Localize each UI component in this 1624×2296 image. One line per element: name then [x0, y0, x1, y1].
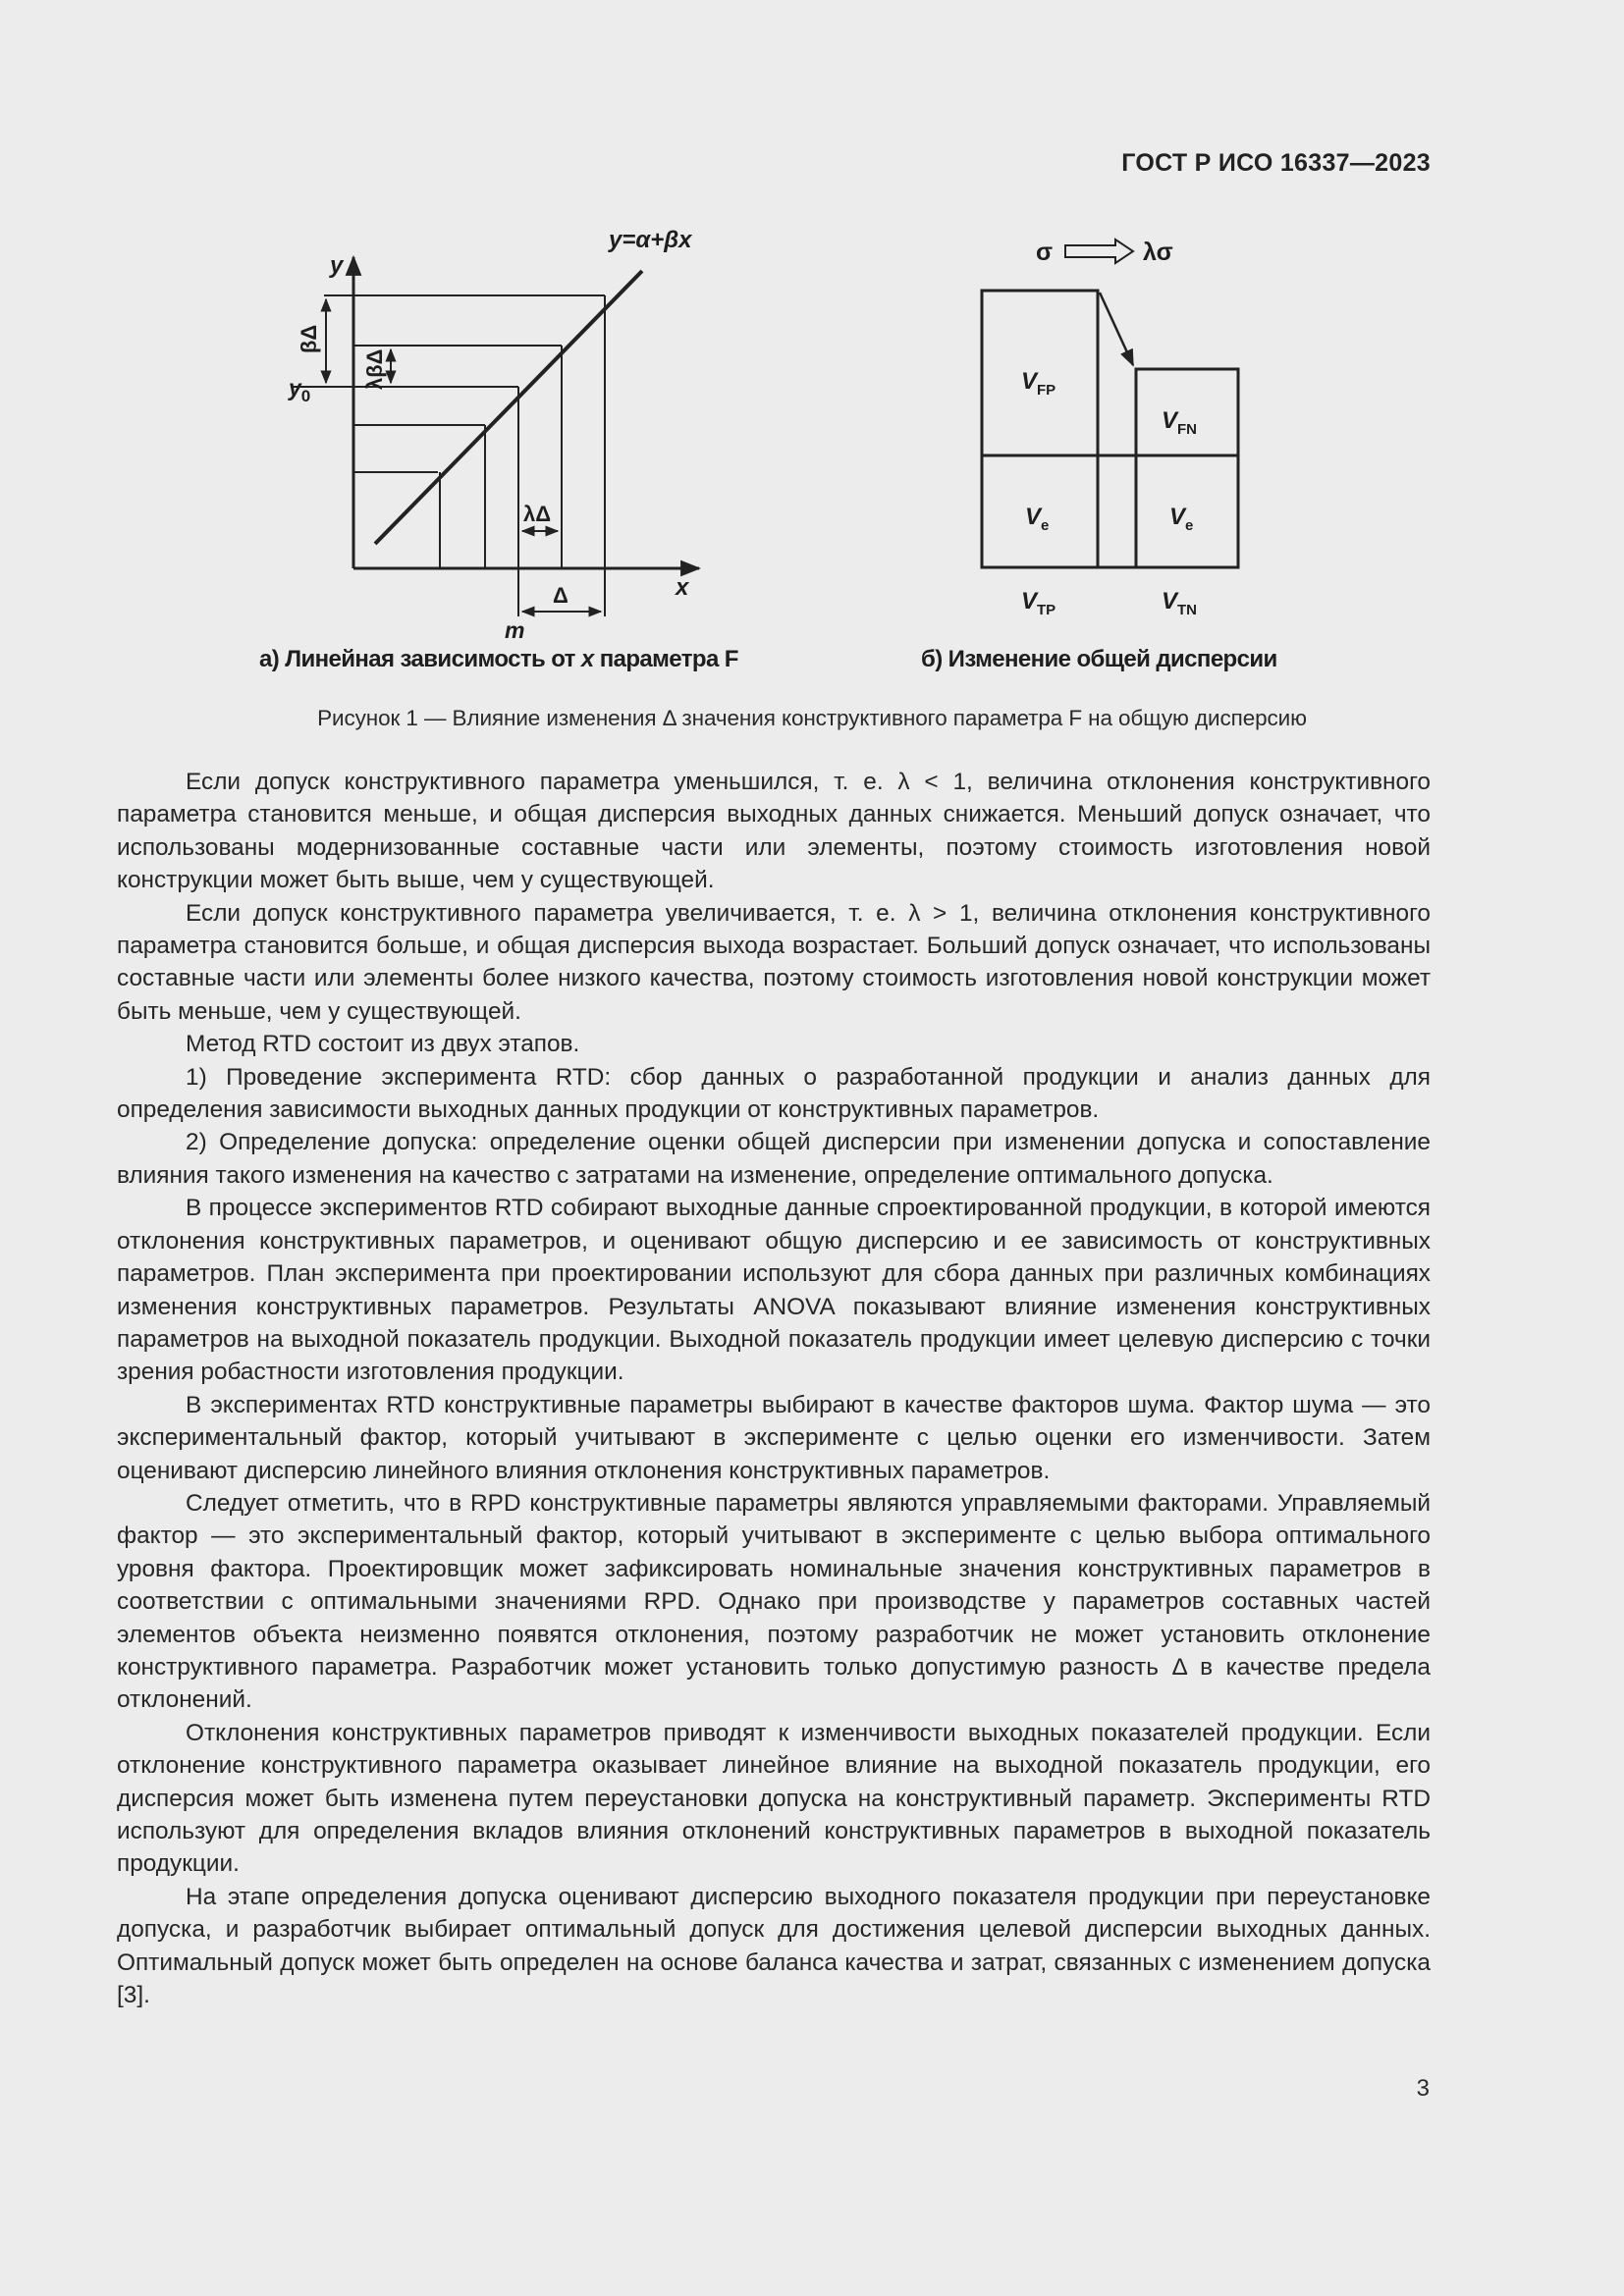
figure-b-variance-change: [982, 240, 1238, 567]
equation-label: y=α+βx: [609, 227, 692, 253]
paragraph: На этапе определения допуска оценивают дисперсию выходного показателя продукции при переустановке допуска, и разработчик выбирает оптимальный допуск для достижения целевой дисперсии выходных данных. Оптимальный допуск может быть определен на основе баланса качества и затрат, связанных с изменением допуска [3].: [117, 1883, 1431, 2009]
y-axis-label: y: [330, 252, 344, 279]
v-e-right-label: $V_e$: [1169, 504, 1194, 534]
lambda-sigma-label: λσ: [1143, 239, 1173, 266]
paragraph: В процессе экспериментов RTD собирают выходные данные спроектированной продукции, в которой имеются отклонения конструктивных параметров, и оценивают общую дисперсию и ее зависимость от конструктивных параметров. План эксперимента при проектировании используют для сбора данных при различных комбинациях изменения конструктивных параметров. Результаты ANOVA показывают влияние изменения конструктивных параметров на выходной показатель продукции. Выходной показатель продукции имеет целевую дисперсию с точки зрения робастности изготовления продукции.: [117, 1195, 1431, 1386]
right-variance-block: [1136, 369, 1238, 567]
y0-label: $y_0$: [289, 375, 311, 405]
figure-b-labels: [1021, 239, 1197, 618]
page-number: 3: [1416, 2075, 1430, 2102]
paragraph: 1) Проведение эксперимента RTD: сбор данных о разработанной продукции и анализ данных для определения зависимости выходных данных продукции от конструктивных параметров.: [117, 1063, 1431, 1124]
paragraph: Если допуск конструктивного параметра уменьшился, т. е. λ < 1, величина отклонения конструктивного параметра становится меньше, и общая дисперсия выходных данных снижается. Меньший допуск означает, что использованы модернизованные составные части или элементы, поэтому стоимость изготовления новой конструкции может быть выше, чем у существующей.: [117, 769, 1431, 894]
delta-label: Δ: [553, 583, 568, 608]
sigma-label: σ: [1036, 239, 1054, 266]
paragraph: В экспериментах RTD конструктивные параметры выбирают в качестве факторов шума. Фактор шума — это экспериментальный фактор, который учитывают в эксперименте с целью оценки его изменчивости. Затем оценивают дисперсию линейного влияния отклонения конструктивных параметров.: [117, 1391, 1431, 1484]
shift-arrow: [1100, 293, 1133, 365]
v-e-left-label: $V_e$: [1025, 504, 1050, 534]
x-axis-label: x: [676, 574, 689, 601]
figure-1: [0, 0, 1624, 687]
v-tp-label: $V_{TP}$: [1021, 588, 1056, 618]
standard-header: ГОСТ Р ИСО 16337—2023: [1121, 149, 1431, 177]
v-fp-label: $V_{FP}$: [1021, 368, 1056, 399]
figure-b-caption: б) Изменение общей дисперсии: [921, 646, 1277, 672]
figure-a-caption: а) Линейная зависимость от x параметра F: [259, 646, 738, 672]
figure-title: Рисунок 1 — Влияние изменения Δ значения конструктивного параметра F на общую дисперсию: [317, 706, 1307, 730]
lambda-beta-delta-label: λβΔ: [362, 348, 387, 390]
m-label: m: [505, 617, 525, 643]
horizontal-guides: [291, 295, 605, 472]
paragraph: 2) Определение допуска: определение оценки общей дисперсии при изменении допуска и сопоставление влияния такого изменения на качество с затратами на изменение, определение оптимального допуска.: [117, 1129, 1431, 1189]
v-tn-label: $V_{TN}$: [1162, 588, 1198, 618]
hollow-arrow-icon: [1065, 240, 1133, 263]
lambda-delta-label: λΔ: [523, 502, 552, 526]
paragraph: Если допуск конструктивного параметра увеличивается, т. е. λ > 1, величина отклонения конструктивного параметра становится больше, и общая дисперсия выхода возрастает. Больший допуск означает, что использованы составные части или элементы более низкого качества, поэтому стоимость изготовления новой конструкции может быть меньше, чем у существующей.: [117, 899, 1431, 1025]
beta-delta-label: βΔ: [297, 324, 321, 353]
body-text: [117, 766, 1431, 2011]
paragraph: Следует отметить, что в RPD конструктивные параметры являются управляемыми факторами. Управляемый фактор — это экспериментальный фактор, который учитывают в эксперименте с целью выбора оптимального уровня фактора. Проектировщик может зафиксировать номинальные значения конструктивных параметров в соответствии с оптимальными значениями RPD. Однако при производстве у параметров составных частей элементов объекта неизменно появятся отклонения, поэтому разработчик не может установить отклонение конструктивного параметра. Разработчик может установить только допустимую разность Δ в качестве предела отклонений.: [117, 1489, 1431, 1714]
paragraph: Отклонения конструктивных параметров приводят к изменчивости выходных показателей продукции. Если отклонение конструктивного параметра оказывает линейное влияние на выходной показатель продукции, его дисперсия может быть изменена путем переустановки допуска на конструктивный параметр. Эксперименты RTD используют для определения вкладов влияния отклонений конструктивных параметров в выходной показатель продукции.: [117, 1719, 1431, 1878]
figure-a-labels: [288, 227, 693, 643]
regression-line: [375, 271, 642, 544]
paragraph: Метод RTD состоит из двух этапов.: [186, 1031, 580, 1058]
v-fn-label: $V_{FN}$: [1162, 407, 1198, 438]
figure-a-linear-dependency: [291, 257, 699, 616]
